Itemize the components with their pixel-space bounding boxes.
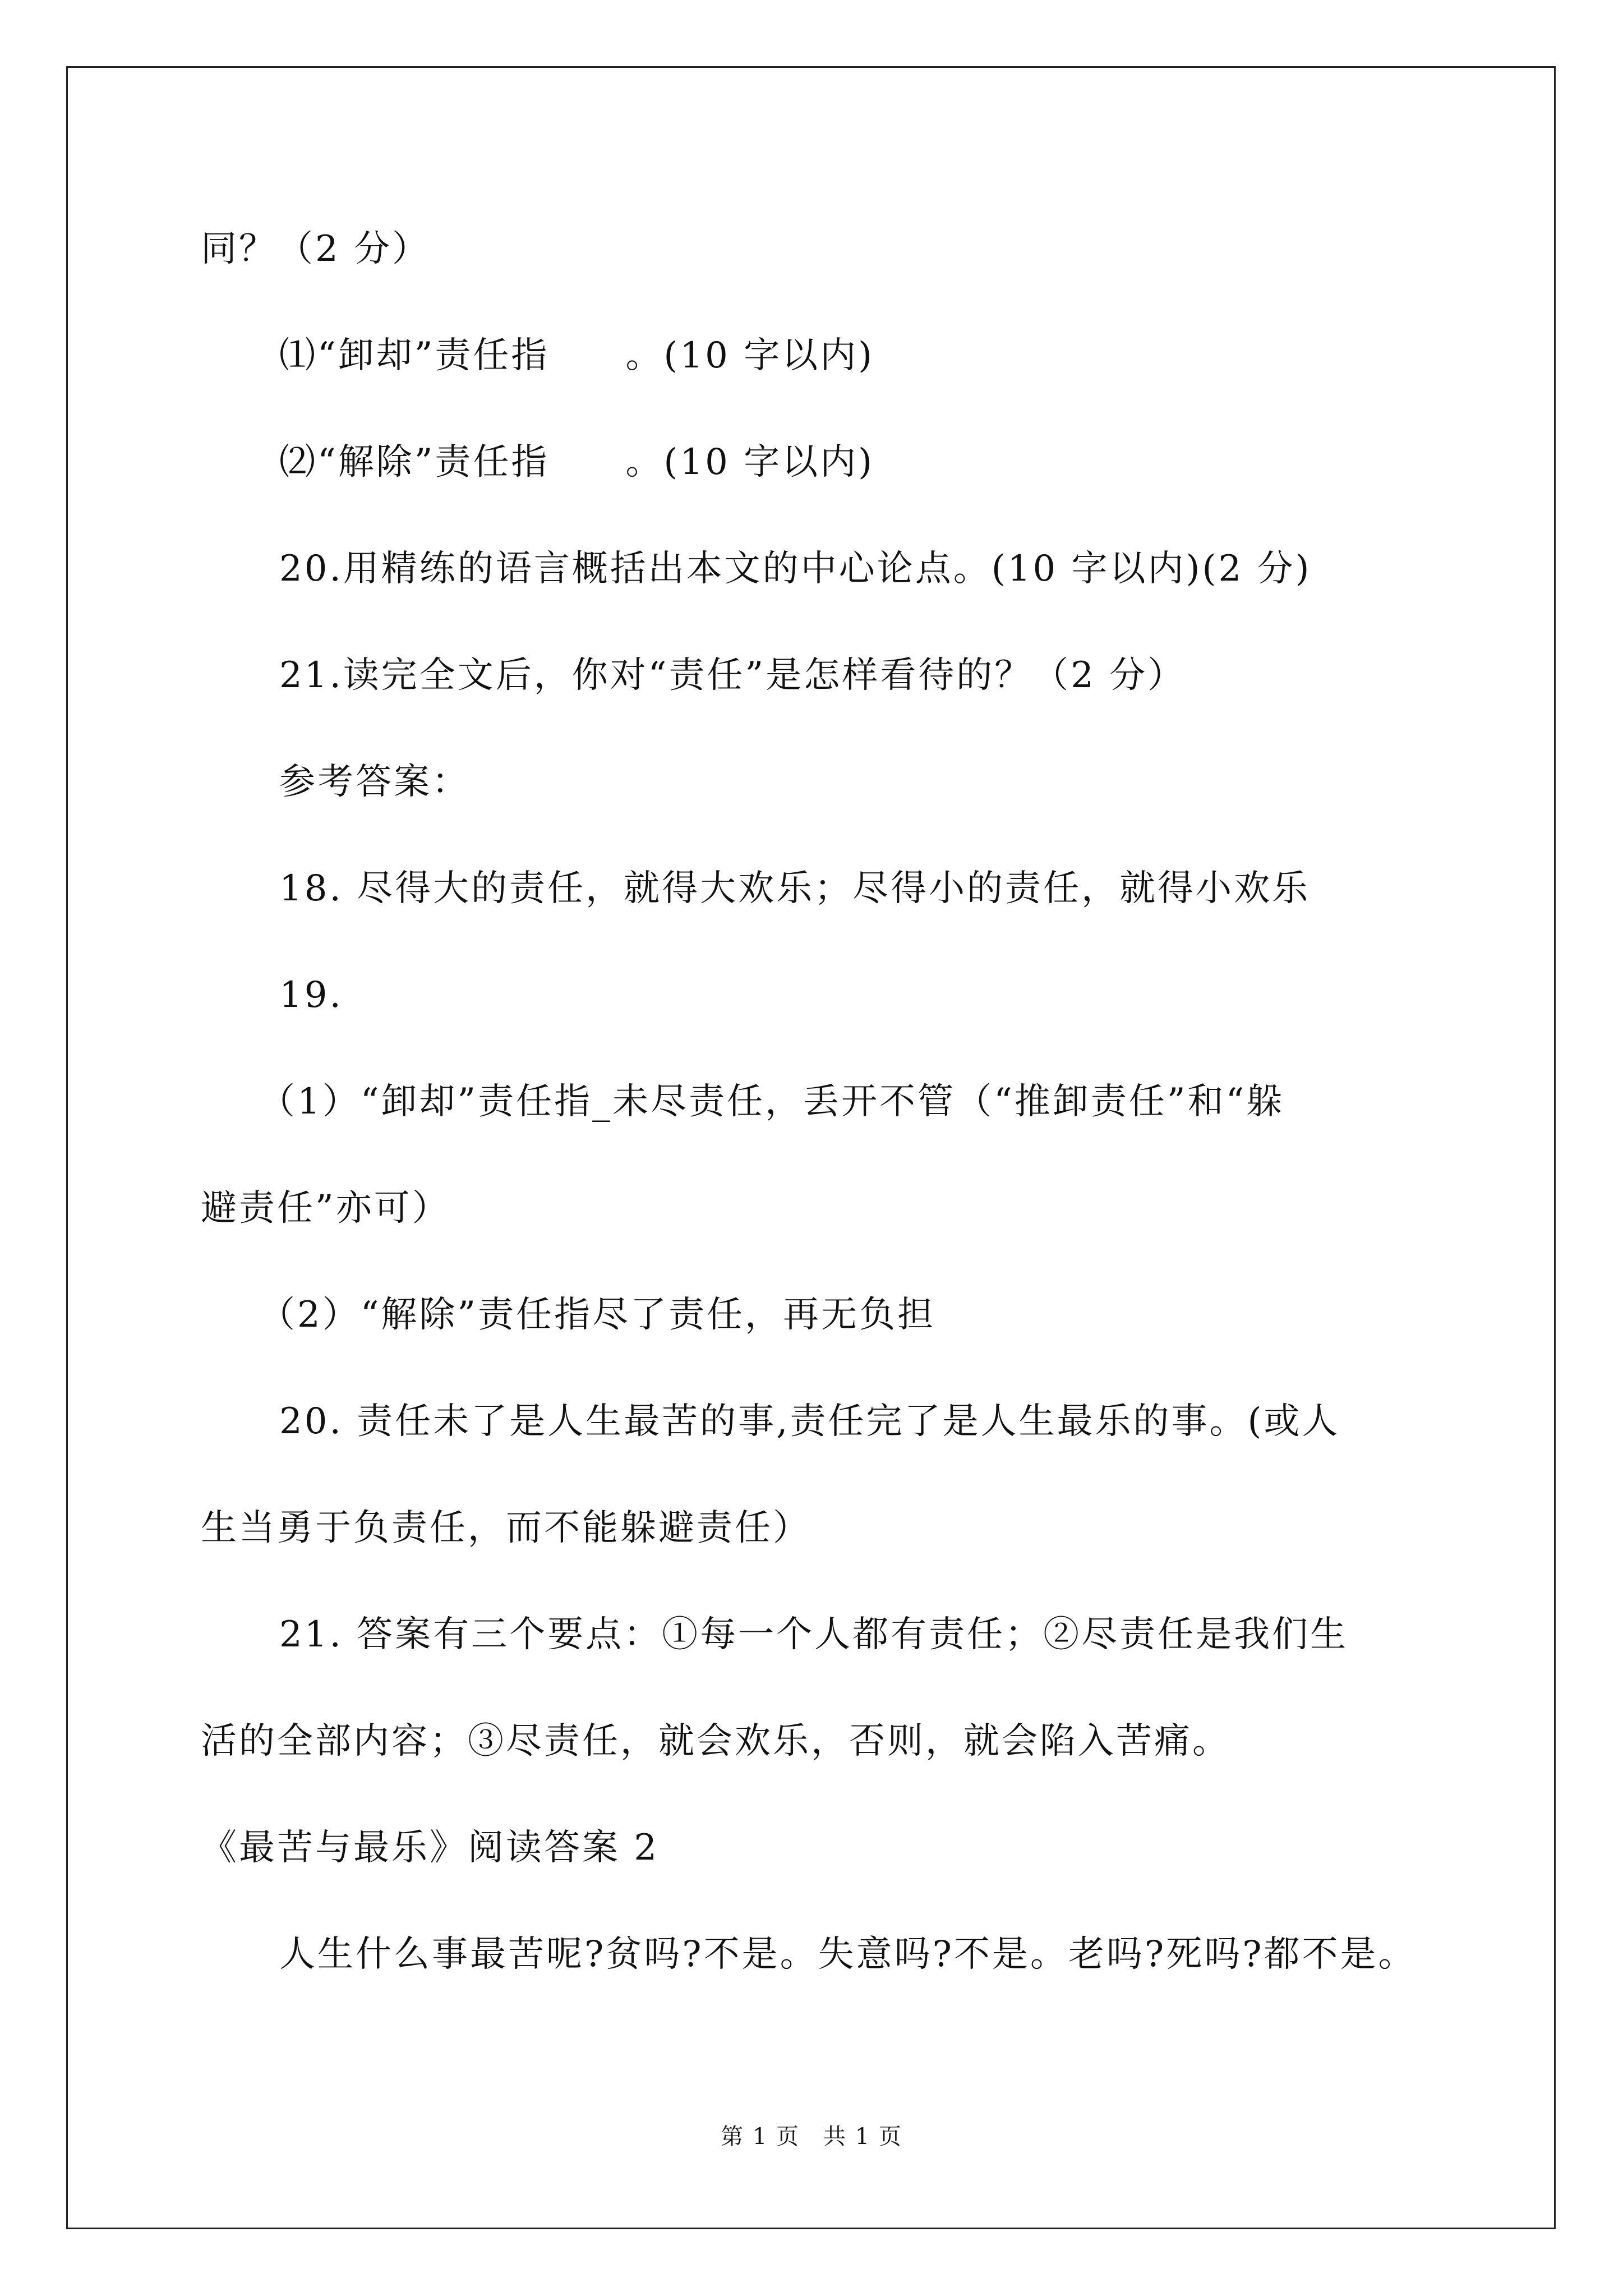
text-line-5: 21.读完全文后，你对“责任”是怎样看待的？（2 分） (279, 655, 1186, 696)
text-line-7: 18. 尽得大的责任，就得大欢乐；尽得小的责任，就得小欢乐 (279, 868, 1311, 909)
page-footer: 第 1 页 共 1 页 (721, 2124, 902, 2150)
section-heading: 《最苦与最乐》阅读答案 2 (201, 1827, 660, 1869)
text-line-17: 人生什么事最苦呢?贫吗?不是。失意吗?不是。老吗?死吗?都不是。 (279, 1934, 1417, 1975)
text-line-6: 参考答案： (279, 761, 470, 803)
text-line-10: 避责任”亦可） (201, 1188, 450, 1229)
text-line-15: 活的全部内容；③尽责任，就会欢乐，否则，就会陷入苦痛。 (201, 1720, 1230, 1762)
text-line-9: （1）“卸却”责任指_未尽责任，丢开不管（“推卸责任”和“躲 (259, 1081, 1285, 1122)
text-line-13: 生当勇于负责任，而不能躲避责任） (201, 1507, 811, 1549)
text-line-2: ⑴“卸却”责任指 。(10 字以内) (279, 335, 875, 376)
text-line-3: ⑵“解除”责任指 。(10 字以内) (279, 441, 875, 483)
text-line-12: 20. 责任未了是人生最苦的事,责任完了是人生最乐的事。(或人 (279, 1401, 1340, 1442)
text-line-4: 20.用精练的语言概括出本文的中心论点。(10 字以内)(2 分) (279, 548, 1312, 590)
page-border (66, 66, 1556, 2229)
text-line-11: （2）“解除”责任指尽了责任，再无负担 (259, 1294, 936, 1336)
text-line-14: 21. 答案有三个要点：①每一个人都有责任；②尽责任是我们生 (279, 1614, 1349, 1655)
text-line-8: 19. (279, 974, 343, 1016)
text-line-1: 同？（2 分） (201, 228, 431, 270)
